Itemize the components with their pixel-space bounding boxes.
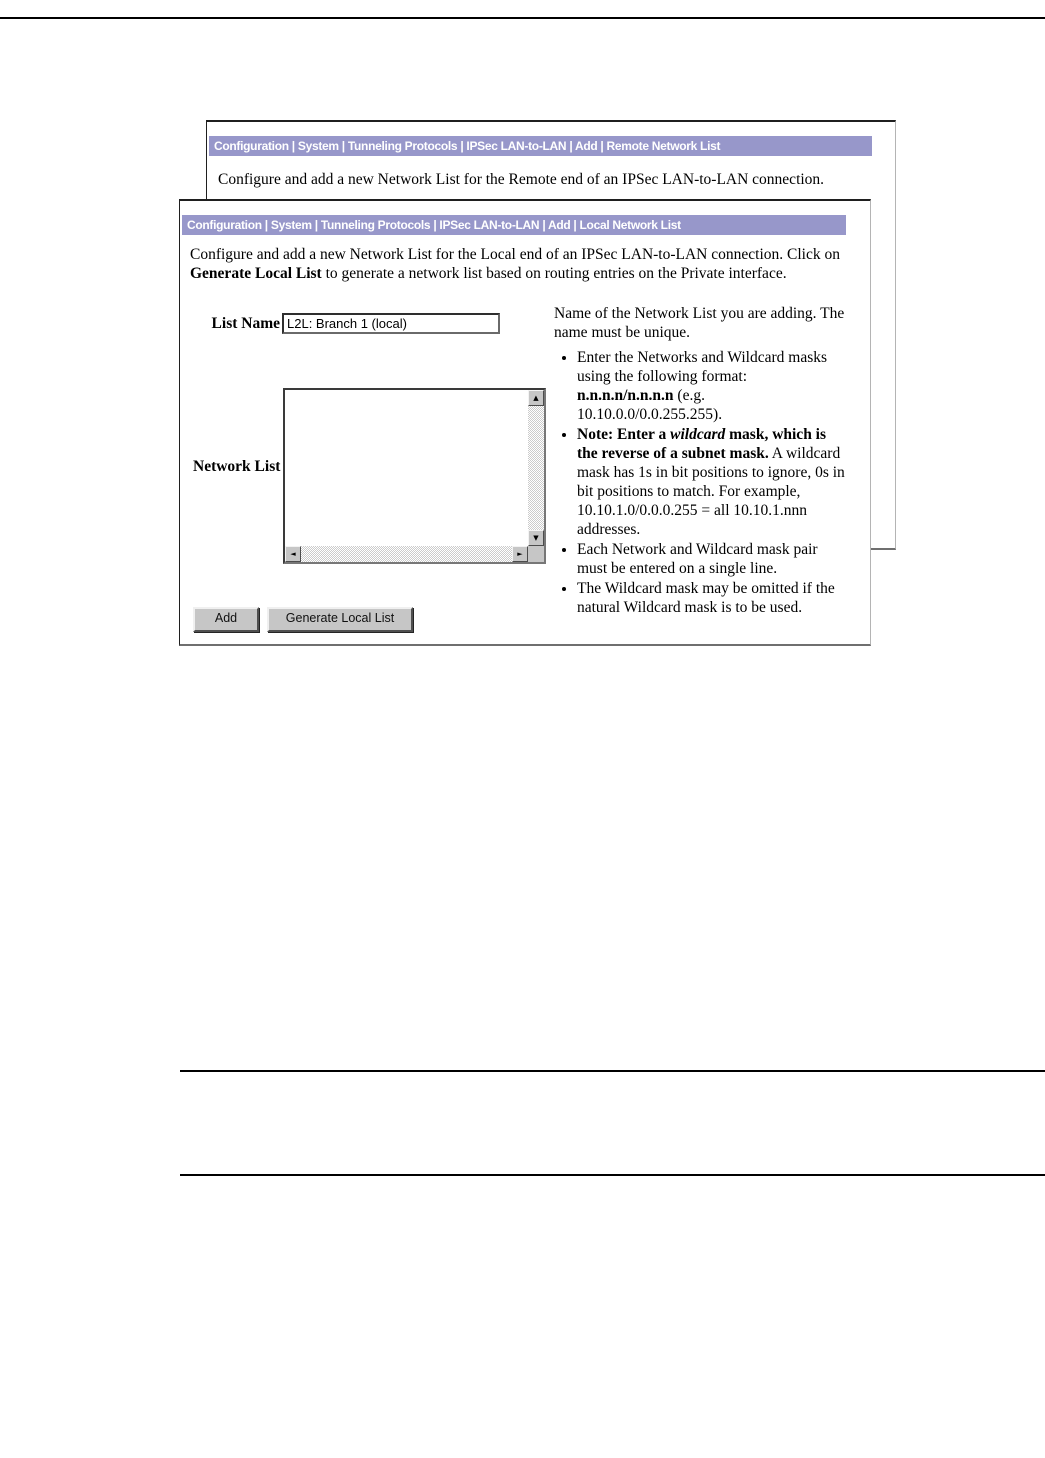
right-arrow-icon: ►: [517, 549, 523, 558]
local-intro-line2-rest: to generate a network list based on routing entries on the Private interface.: [321, 265, 787, 282]
help-bullet-wildcard-note: • Note: Enter a wildcard mask, which is the reverse of a subnet mask. A wildcard mask has 1s in bit positions to ignore, 0s in bit positions to match. For example, 10.10.1.0/0.0.0.255 = all 10.10.1.nnn addresses.: [577, 425, 847, 539]
up-arrow-icon: ▲: [533, 393, 539, 402]
section-divider-rule-top: [180, 1070, 1045, 1072]
scrollbar-corner: [528, 546, 544, 562]
remote-intro-text: Configure and add a new Network List for the Remote end of an IPSec LAN-to-LAN connection.: [218, 171, 825, 188]
list-name-input[interactable]: [282, 313, 500, 334]
local-intro-text: [190, 245, 840, 283]
breadcrumb[interactable]: Configuration | System | Tunneling Protocols | IPSec LAN-to-LAN | Add | Local Network List: [182, 215, 846, 235]
vertical-scroll-track[interactable]: [528, 406, 544, 530]
local-intro-line1: Configure and add a new Network List for the Local end of an IPSec LAN-to-LAN connection. Click on: [190, 246, 840, 263]
page-top-rule: [0, 17, 1045, 19]
help-bullet-omit-mask: • The Wildcard mask may be omitted if the natural Wildcard mask is to be used.: [577, 579, 847, 617]
generate-local-list-button[interactable]: Generate Local List: [267, 607, 413, 632]
add-button[interactable]: Add: [193, 607, 259, 632]
network-list-label: Network List: [193, 458, 281, 475]
section-divider-rule-bottom: [180, 1174, 1045, 1176]
local-network-list-window: [179, 199, 871, 646]
help-bullet-format: • Enter the Networks and Wildcard masks using the following format: n.n.n.n/n.n.n.n (e.g. 10.10.0.0/0.0.255.255).: [577, 348, 847, 424]
list-name-label: List Name: [211, 315, 280, 332]
help-bullet-single-line: • Each Network and Wildcard mask pair must be entered on a single line.: [577, 540, 847, 578]
horizontal-scrollbar[interactable]: [285, 546, 528, 562]
help-intro-text: Name of the Network List you are adding. The name must be unique.: [554, 305, 845, 341]
help-bullet-list: [554, 348, 847, 617]
down-arrow-icon: ▼: [533, 533, 539, 542]
scroll-down-button[interactable]: [528, 530, 544, 546]
vertical-scrollbar[interactable]: [528, 390, 544, 546]
breadcrumb[interactable]: Configuration | System | Tunneling Protocols | IPSec LAN-to-LAN | Add | Remote Network List: [209, 136, 872, 156]
scroll-left-button[interactable]: [285, 546, 301, 562]
network-list-textarea[interactable]: [285, 390, 528, 546]
local-intro-line2: [190, 264, 840, 283]
left-arrow-icon: ◄: [290, 549, 296, 558]
network-list-textarea-frame: [283, 388, 546, 564]
scroll-right-button[interactable]: [512, 546, 528, 562]
generate-local-list-emphasis: Generate Local List: [190, 265, 322, 282]
scroll-up-button[interactable]: [528, 390, 544, 406]
horizontal-scroll-track[interactable]: [301, 546, 512, 562]
